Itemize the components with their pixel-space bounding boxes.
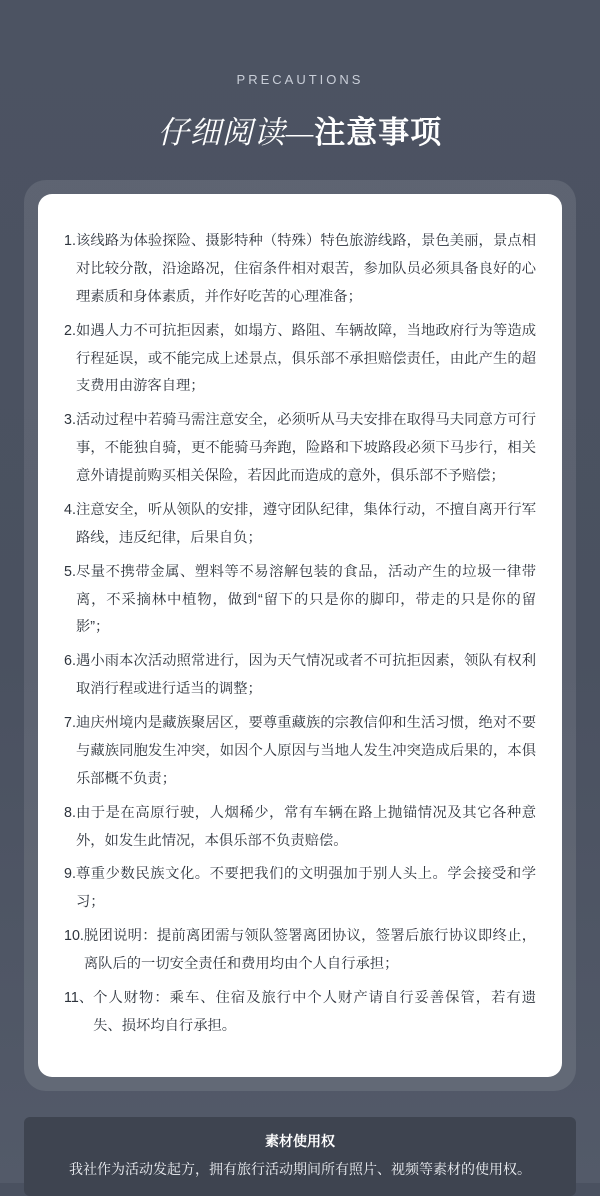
clause-text: 迪庆州境内是藏族聚居区，要尊重藏族的宗教信仰和生活习惯，绝对不要与藏族同胞发生冲突，如因个人原因与当地人发生冲突造成后果的，本俱乐部概不负责；: [75, 715, 536, 787]
list-item: [64, 407, 536, 491]
clause-number: 9.: [64, 866, 76, 883]
clause-text: 活动过程中若骑马需注意安全，必须听从马夫安排在取得马夫同意方可行事，不能独自骑，更不能骑马奔跑，险路和下坡路段必须下马步行，相关意外请提前购买相关保险，若因此而造成的意外，俱乐部不予赔偿；: [75, 412, 536, 484]
clause-number: 8.: [64, 804, 76, 821]
clause-number: 7.: [64, 715, 76, 731]
clause-number: 10.: [64, 928, 84, 945]
clause-text: 脱团说明：提前离团需与领队签署离团协议，签署后旅行协议即终止，离队后的一切安全责任和费用均由个人自行承担；: [83, 928, 536, 972]
clause-text: 尊重少数民族文化。不要把我们的文明强加于别人头上。学会接受和学习；: [75, 866, 536, 911]
clauses-card: [38, 194, 562, 1077]
footer-text: 我社作为活动发起方，拥有旅行活动期间所有照片、视频等素材的使用权。: [69, 1160, 531, 1177]
list-item: [64, 710, 536, 794]
list-item: [64, 923, 536, 979]
page-title-bold: 注意事项: [314, 115, 443, 150]
clause-text: 尽量不携带金属、塑料等不易溶解包装的食品，活动产生的垃圾一律带离，不采摘林中植物，做到“留下的只是你的脚印，带走的只是你的留影”；: [75, 563, 536, 636]
clause-number: 5.: [64, 563, 76, 580]
clause-text: 注意安全，听从领队的安排，遵守团队纪律，集体行动，不擅自离开行军路线，违反纪律，后果自负；: [75, 501, 536, 546]
clause-text: 该线路为体验探险、摄影特种（特殊）特色旅游线路，景色美丽，景点相对比较分散，沿途路况，住宿条件相对艰苦，参加队员必须具备良好的心理素质和身体素质，并作好吃苦的心理准备；: [75, 233, 536, 305]
list-item: [64, 497, 536, 553]
list-item: [64, 559, 536, 643]
footer-notice: [24, 1117, 576, 1196]
clause-number: 4.: [64, 501, 76, 518]
clause-number: 1.: [64, 233, 76, 249]
page-title: [0, 107, 600, 152]
clause-text: 由于是在高原行驶，人烟稀少，常有车辆在路上抛锚情况及其它各种意外，如发生此情况，本俱乐部不负责赔偿。: [75, 804, 536, 849]
list-item: [64, 800, 536, 856]
list-item: [64, 228, 536, 312]
clauses-card-frame: [24, 180, 576, 1091]
clause-number: 2.: [64, 322, 76, 339]
clause-text: 遇小雨本次活动照常进行，因为天气情况或者不可抗拒因素，领队有权利取消行程或进行适当的调整；: [75, 653, 536, 698]
list-item: [64, 985, 536, 1041]
clause-text: 个人财物：乘车、住宿及旅行中个人财产请自行妥善保管，若有遗失、损坏均自行承担。: [93, 989, 536, 1034]
page-title-light: 仔细阅读—: [157, 115, 315, 150]
page-header: [0, 0, 600, 152]
list-item: [64, 861, 536, 917]
clause-number: 11、: [64, 989, 94, 1006]
clause-text: 如遇人力不可抗拒因素，如塌方、路阻、车辆故障，当地政府行为等造成行程延误，或不能完成上述景点，俱乐部不承担赔偿责任，由此产生的超支费用由游客自理；: [75, 322, 536, 395]
list-item: [64, 648, 536, 704]
list-item: [64, 318, 536, 402]
clause-number: 6.: [64, 653, 76, 670]
eyebrow-label: PRECAUTIONS: [236, 72, 364, 87]
footer-title: 素材使用权: [265, 1132, 335, 1149]
clause-number: 3.: [64, 412, 76, 429]
